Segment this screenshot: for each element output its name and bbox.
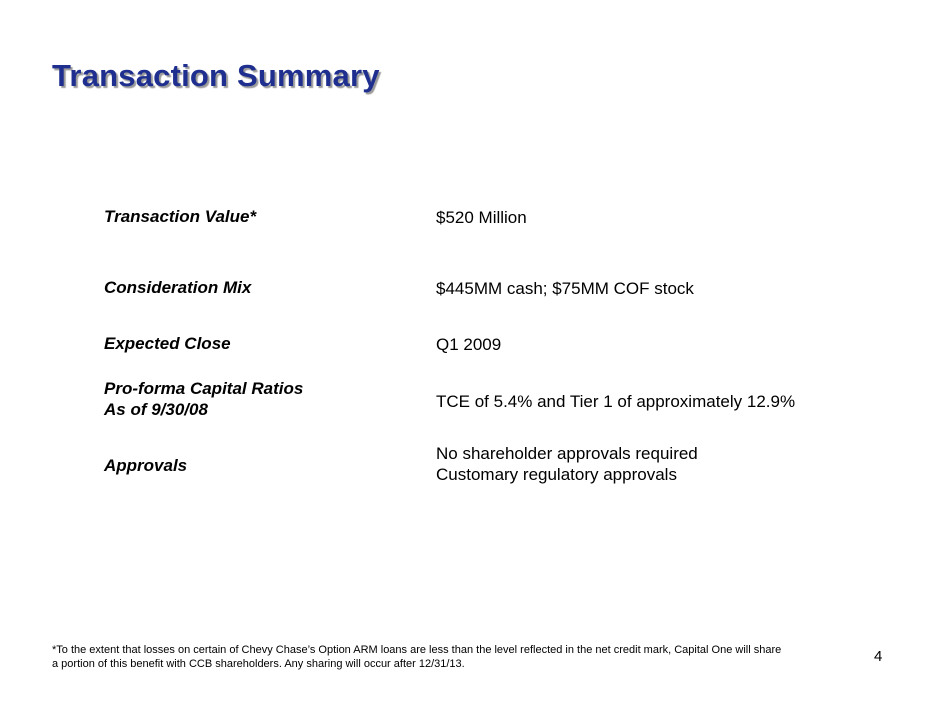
row-value-text: Q1 2009 bbox=[436, 335, 502, 354]
row-label-text: Expected Close bbox=[104, 334, 231, 353]
row-value-text: $445MM cash; $75MM COF stock bbox=[436, 279, 694, 298]
row-value-text: No shareholder approvals required bbox=[436, 444, 698, 463]
footnote-line: a portion of this benefit with CCB shareholders. Any sharing will occur after 12/31/13. bbox=[52, 658, 465, 670]
row-label-text: Consideration Mix bbox=[104, 278, 252, 297]
row-label-transaction-value bbox=[104, 206, 256, 227]
row-value-text: TCE of 5.4% and Tier 1 of approximately 12.9% bbox=[436, 392, 796, 411]
row-label-text: Approvals bbox=[104, 456, 188, 475]
row-value-text: $520 Million bbox=[436, 208, 527, 227]
row-value-consideration-mix bbox=[436, 278, 694, 299]
row-value-approvals bbox=[436, 443, 698, 485]
row-label-expected-close bbox=[104, 333, 231, 354]
row-label-consideration-mix bbox=[104, 277, 251, 298]
footnote bbox=[52, 643, 842, 671]
footnote-line: *To the extent that losses on certain of Chevy Chase’s Option ARM loans are less than the level reflected in the net credit mark, Capital One will share bbox=[52, 644, 782, 656]
row-label-text: Transaction Value* bbox=[104, 207, 257, 226]
page-number: 4 bbox=[874, 648, 883, 665]
row-value-capital-ratios bbox=[436, 391, 795, 412]
page-title: Transaction Summary bbox=[52, 58, 380, 93]
row-label-text: Pro-forma Capital Ratios bbox=[104, 379, 304, 398]
row-value-expected-close bbox=[436, 334, 501, 355]
row-value-text: Customary regulatory approvals bbox=[436, 465, 677, 484]
row-value-transaction-value bbox=[436, 207, 527, 228]
row-label-approvals bbox=[104, 455, 187, 476]
row-label-text: As of 9/30/08 bbox=[104, 400, 208, 419]
row-label-capital-ratios bbox=[104, 378, 303, 420]
